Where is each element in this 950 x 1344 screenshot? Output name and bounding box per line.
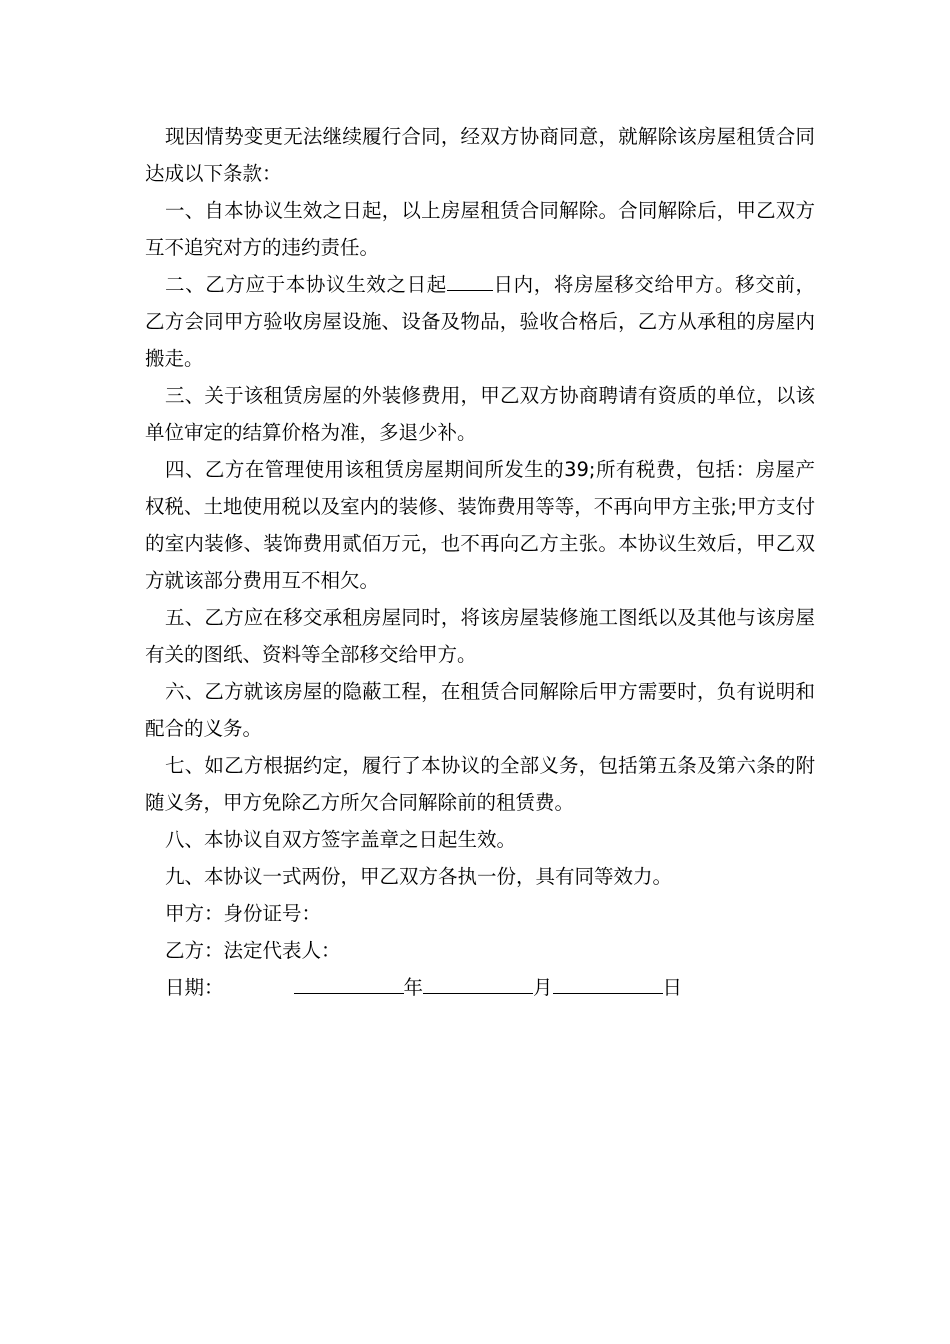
year-label: 年	[403, 976, 424, 999]
clause-5: 五、乙方应在移交承租房屋同时，将该房屋装修施工图纸以及其他与该房屋有关的图纸、资料等全部移交给甲方。	[145, 606, 815, 666]
days-blank	[447, 272, 493, 291]
clause-7: 七、如乙方根据约定，履行了本协议的全部义务，包括第五条及第六条的附随义务，甲方免除乙方所欠合同解除前的租赁费。	[145, 754, 815, 814]
day-label: 日	[662, 976, 683, 999]
month-blank	[423, 975, 533, 994]
clause-2-before: 二、乙方应于本协议生效之日起	[165, 273, 447, 296]
intro-paragraph: 现因情势变更无法继续履行合同，经双方协商同意，就解除该房屋租赁合同达成以下条款：	[145, 125, 815, 185]
date-line	[145, 969, 815, 1006]
day-blank	[553, 975, 663, 994]
date-label: 日期：	[165, 976, 224, 999]
clause-1: 一、自本协议生效之日起，以上房屋租赁合同解除。合同解除后，甲乙双方互不追究对方的违约责任。	[145, 199, 815, 259]
clause-6: 六、乙方就该房屋的隐蔽工程，在租赁合同解除后甲方需要时，负有说明和配合的义务。	[145, 680, 815, 740]
month-label: 月	[533, 976, 553, 999]
clause-2	[145, 266, 815, 377]
document-body	[145, 118, 815, 1006]
party-a-line: 甲方：身份证号：	[165, 902, 322, 925]
clause-2-after: 日内，将房屋移交给甲方。移交前，乙方会同甲方验收房屋设施、设备及物品，验收合格后，乙方从承租的房屋内搬走。	[145, 273, 815, 370]
party-b-line: 乙方：法定代表人：	[165, 939, 341, 962]
clause-3: 三、关于该租赁房屋的外装修费用，甲乙双方协商聘请有资质的单位，以该单位审定的结算价格为准，多退少补。	[145, 384, 815, 444]
clause-8: 八、本协议自双方签字盖章之日起生效。	[165, 828, 517, 851]
year-blank	[294, 975, 404, 994]
clause-4: 四、乙方在管理使用该租赁房屋期间所发生的39;所有税费，包括：房屋产权税、土地使用税以及室内的装修、装饰费用等等，不再向甲方主张;甲方支付的室内装修、装饰费用贰佰万元，也不再向乙方主张。本协议生效后，甲乙双方就该部分费用互不相欠。	[145, 458, 815, 592]
clause-9: 九、本协议一式两份，甲乙双方各执一份，具有同等效力。	[165, 865, 673, 888]
